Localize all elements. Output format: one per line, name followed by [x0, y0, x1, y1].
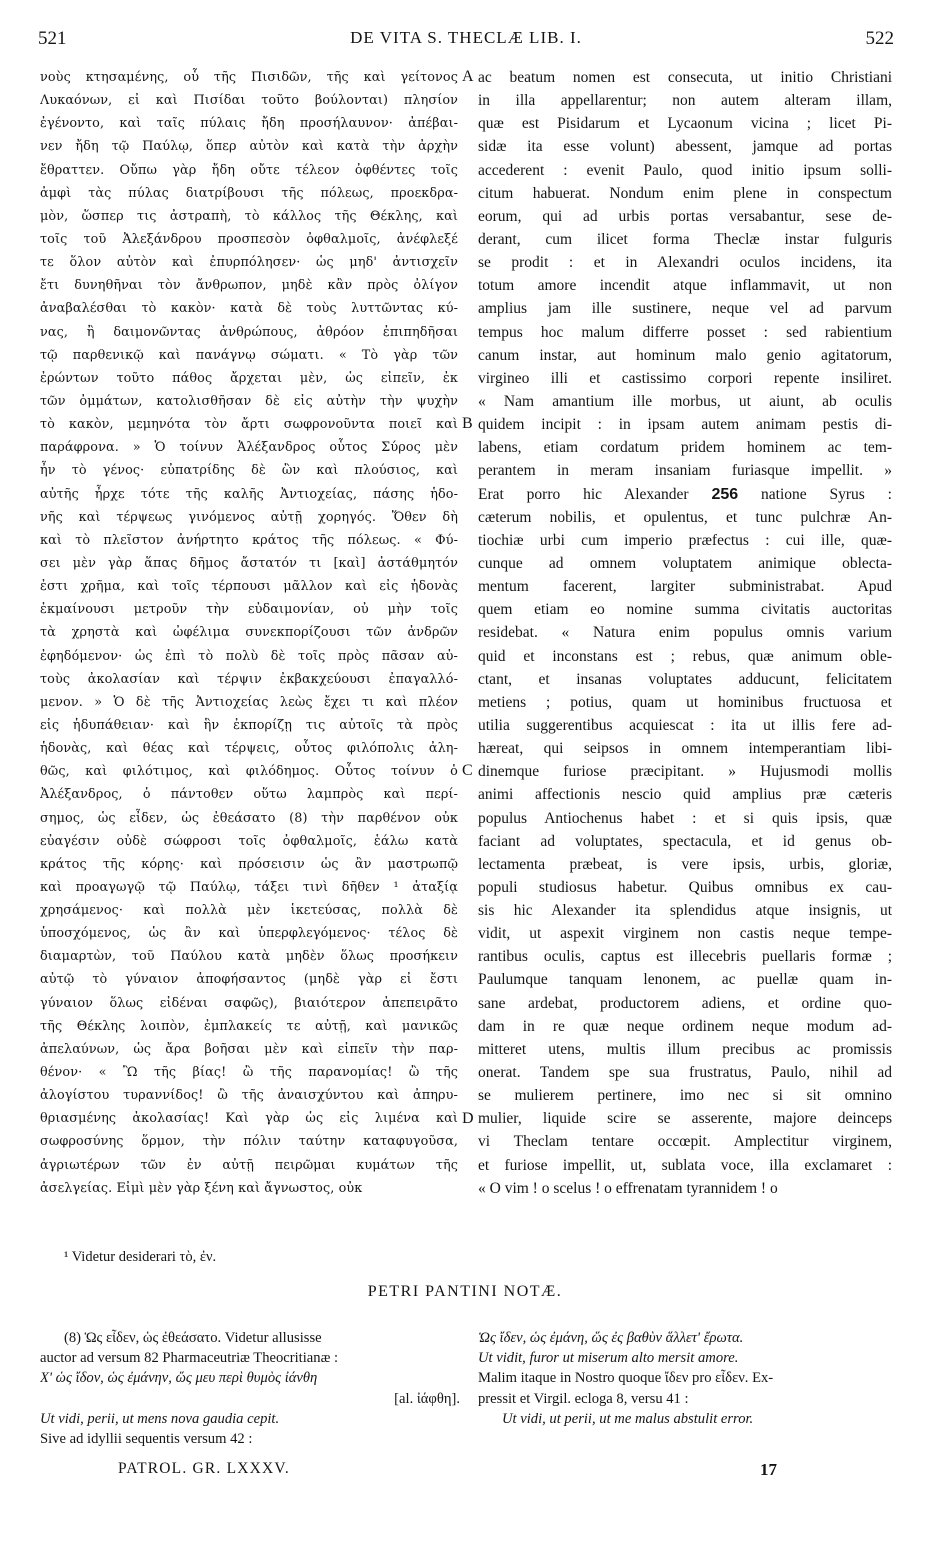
- greek-text-line: ἐκμαίνουσι μετροῦν τὴν εὐδαιμονίαν, οὐ μὴν τοῖς: [40, 602, 458, 618]
- greek-text-line: τοῖς τοῦ Ἀλεξάνδρου προσπεσὸν ὀφθαλμοῖς, ἀνέφλεξέ: [40, 231, 458, 247]
- latin-text-line: cunque ad omnem voluptatem animique oblecta-: [478, 554, 892, 572]
- latin-text-line: amplius jam ille sustinere, neque vel ad parvum: [478, 300, 892, 318]
- latin-text-column: [478, 66, 892, 1200]
- margin-letter-a: A: [462, 68, 474, 85]
- greek-text-line: ἔτι δυνηθῆναι τὸν ἄνθρωπον, μηδὲ κἂν πρὸς ὀλίγον: [40, 278, 458, 294]
- greek-text-column: [40, 66, 458, 1200]
- greek-text-line: αὐτῆς ἦρχε τότε τῆς καλῆς Ἀντιοχείας, πάσης ἡδο-: [40, 486, 458, 502]
- greek-text-line: ἐρώντων τοῦτο πάθος ἄρχεται μὲν, ὡς εἰπεῖν, ἐκ: [40, 370, 458, 386]
- greek-text-line: τὸ κακὸν, μεμηνότα τὸν ἄρτι σωφρονοῦντα ποιεῖ καὶ: [40, 417, 458, 433]
- greek-text-line: νας, ἢ δαιμονῶντας ἀνθρώπους, ἀθρόον ἐπιπηδῆσαι: [40, 324, 458, 340]
- latin-text-line: rantibus oculis, captus est illecebris puellaris formæ ;: [478, 948, 892, 966]
- greek-text-line: καὶ προαγωγῷ τῷ Παύλῳ, τάξει τινὶ δῆθεν ¹ ἀταξίᾳ: [40, 879, 458, 895]
- latin-text-line: vi Theclam tentare occœpit. Amplectitur virginem,: [478, 1133, 892, 1151]
- greek-text-line: νεν ἤδη τῷ Παύλῳ, ὅπερ αὐτὸν καὶ κατὰ τὴν ἀρχὴν: [40, 139, 458, 155]
- latin-text-line: populus Antiochenus habet : et si quis ipsis, quæ: [478, 809, 892, 827]
- column-marker: 256: [711, 485, 739, 503]
- latin-text-line: quæ est Pisidarum et Lycaonum vicina ; licet Pi-: [478, 115, 892, 133]
- greek-text-line: ἀναβαλέσθαι τὸ κακὸν· κατὰ δὲ τοὺς λυττῶντας κύ-: [40, 301, 458, 317]
- running-title: DE VITA S. THECLÆ LIB. I.: [350, 28, 582, 47]
- greek-text-line: θένον· « Ὢ τῆς βίας! ὢ τῆς παρανομίας! ὢ τῆς: [40, 1065, 458, 1081]
- latin-text-line: ac beatum nomen est consecuta, ut initio Christiani: [478, 69, 892, 86]
- latin-text-line: labens, etiam cordatum pridem hominem ac tem-: [478, 439, 892, 457]
- greek-text-line: νοὺς κτησαμένης, οὗ τῆς Πισιδῶν, τῆς καὶ γείτονος: [40, 70, 458, 85]
- greek-text-line: ἀγριωτέρων τῶν ἐν αὐτῇ πειρῶμαι κυμάτων τῆς: [40, 1157, 458, 1173]
- greek-text-line: τοὺς ἀκολασίαν καὶ τέρψιν ἐκβακχεύουσι ἐπαγαλλό-: [40, 671, 458, 687]
- latin-text-line: sane ardebat, productorem adiens, et ordine quo-: [478, 994, 892, 1012]
- greek-text-line: ἐγένοντο, καὶ ταῖς πύλαις ἤδη προσήλαυνον· ἀπέβαι-: [40, 116, 458, 132]
- latin-text-line: populi studiosus habetur. Quibus omnibus ex cau-: [478, 878, 892, 896]
- notes-title: PETRI PANTINI NOTÆ.: [367, 1283, 563, 1300]
- footer-volume: PATROL. GR. LXXXV.: [118, 1460, 290, 1477]
- latin-text-line: et furiose impellit, ut, sublata voce, illa exclamaret :: [478, 1156, 892, 1174]
- greek-text-line: τῶν ὀμμάτων, κατολισθῆσαν δὲ εἰς αὐτὴν τὴν ψυχὴν: [40, 393, 458, 409]
- latin-text-line: se prodit : et in Alexandri oculos incidens, ita: [478, 254, 892, 272]
- note-line: Sive ad idyllii sequentis versum 42 :: [40, 1430, 253, 1447]
- greek-text-line: τὰ χρηστὰ καὶ ὠφέλιμα συνεκπορίζουσι τῶν ἀνδρῶν: [40, 625, 458, 641]
- note-line: Ut vidi, perii, ut mens nova gaudia cepit.: [40, 1410, 280, 1427]
- latin-text-line: faciant ad voluptates, spectacula, et id genus ob-: [478, 832, 892, 850]
- greek-text-line: γύναιον ὅλως εἰδέναι σαφῶς), βιαιότερον ἀπεπειρᾶτο: [40, 995, 458, 1011]
- footnote: ¹ Videtur desiderari τὸ, ἐν.: [64, 1249, 217, 1265]
- latin-text-line: tempus hoc malum differre posset : sed rabientium: [478, 323, 892, 341]
- notes-right-column: [478, 1328, 892, 1429]
- latin-text-line: citum habuerat. Nondum enim plene in conspectum: [478, 184, 892, 202]
- note-line: Ut vidi, ut perii, ut me malus abstulit error.: [502, 1410, 754, 1427]
- greek-text-line: ἀλογίστου τυραννίδος! ὢ τῆς ἀναισχύντου καὶ ἀπηρυ-: [40, 1088, 458, 1104]
- greek-text-line: χρησάμενος· καὶ πολλὰ μὲν ἱκετεύσας, πολλὰ δὲ: [40, 903, 458, 919]
- latin-text-line: Paulumque tanquam lenonem, ac puellæ quam in-: [478, 971, 892, 989]
- greek-text-line: τε ὅλον αὐτὸν καὶ ἐπυρπόλησεν· ὡς μηδ' ἀντισχεῖν: [40, 255, 458, 271]
- greek-text-line: παράφρονα. » Ὁ τοίνυν Ἀλέξανδρος οὗτος Σύρος μὲν: [40, 440, 458, 456]
- greek-text-line: κράτος τῆς κόρης· καὶ πρόσεισιν ὡς ἂν μαστρωπῷ: [40, 856, 458, 872]
- margin-letter-d: D: [462, 1110, 474, 1127]
- page-number-right: 522: [865, 28, 894, 49]
- greek-text-line: καὶ τὸ πλεῖστον ἀνήρτητο κράτος τῆς πόλεως. « Φύ-: [40, 532, 458, 548]
- latin-text-line: onerat. Tandem spe sua frustratus, Paulo, nihil ad: [478, 1064, 892, 1082]
- greek-text-line: ἡδονὰς, καὶ θέας καὶ τέρψεις, οὗτος φιλόπολις ἀλη-: [40, 741, 458, 757]
- greek-text-line: ἐφηδόμενον· ὡς ἐπὶ τὸ πολὺ δὲ τοῖς πρὸς πᾶσαν αὐ-: [40, 648, 458, 664]
- latin-text-line: ctant, et insanas voluptates adducunt, felicitatem: [478, 670, 892, 688]
- greek-text-line: Λυκαόνων, εἰ καὶ Πισίδαι τοῦτο βούλονται) πλησίον: [40, 93, 458, 109]
- latin-text-line: utilia suggerentibus acquiescat : ita ut illis fere ad-: [478, 716, 892, 734]
- greek-text-line: ἀπελαύνων, ὡς ἄρα βοῆσαι μὲν καὶ εἰπεῖν τὴν παρ-: [40, 1041, 458, 1057]
- latin-text-line: in illa appellarentur; non autem alteram illam,: [478, 92, 892, 110]
- greek-text-line: ἀμφὶ τὰς πύλας διατρίβουσι τῆς πόλεως, προεκδρα-: [40, 185, 458, 201]
- greek-text-line: εὐαγέσιν οὐδὲ σώφροσι τοῖς ὀφθαλμοῖς, ἑάλω κατὰ: [40, 833, 458, 849]
- latin-text-line: eorum, qui ad urbis portas versabantur, sese de-: [478, 207, 892, 225]
- latin-text-line: « Nam amantium ille morbus, ut aiunt, ab oculis: [478, 392, 892, 410]
- note-line: pressit et Virgil. ecloga 8, versu 41 :: [478, 1390, 689, 1407]
- latin-text-line: quidem incipit : in ipsam autem animam pestis di-: [478, 416, 892, 434]
- greek-text-line: μὸν, ὥσπερ τις ἀστραπὴ, τὸ κάλλος τῆς Θέκλης, καὶ: [40, 208, 458, 224]
- greek-text-line: μενον. » Ὁ δὲ τῆς Ἀντιοχείας λεὼς ἔχει τι καὶ πλέον: [40, 694, 458, 710]
- latin-text-line: dinemque furiose præcipitant. » Hujusmodi mollis: [478, 763, 892, 781]
- note-line: Malim itaque in Nostro quoque ἴδεν pro εἶδεν. Ex-: [478, 1370, 774, 1387]
- greek-text-line: σει μὲν γὰρ ἅπας δῆμος ἄστατόν τι [καὶ] ἀστάθμητόν: [40, 555, 458, 571]
- note-line: Ὡς ἴδεν, ὡς ἐμάνη, ὥς ἐς βαθὺν ἅλλετ' ἔρωτα.: [478, 1330, 744, 1346]
- latin-text-line: tiochiæ urbi cum imperio præfectus : cui ille, quæ-: [478, 531, 892, 549]
- greek-text-line: ἀσελγείας. Εἰμὶ μὲν γὰρ ξένη καὶ ἄγνωστος, οὐκ: [40, 1180, 363, 1196]
- latin-text-line: residebat. « Natura enim populus omnis varium: [478, 624, 892, 642]
- note-line: auctor ad versum 82 Pharmaceutriæ Theocritianæ :: [40, 1350, 339, 1367]
- notes-left-column: [40, 1328, 460, 1449]
- latin-text-line: Erat porro hic Alexander 256 natione Syrus :: [478, 485, 892, 503]
- greek-text-line: ἔθραττεν. Οὔπω γὰρ ἤδη οὔτε τέλεον ὀφθέντες τοῖς: [40, 162, 458, 178]
- latin-text-line: quid et inconstans est ; rebus, quæ animum oble-: [478, 647, 892, 665]
- greek-text-line: αὐτῷ τὸ γύναιον ἀποφήσαντος (μηδὲ γὰρ εἰ ἔστι: [40, 972, 458, 988]
- greek-text-line: ἐστι χρῆμα, καὶ τοῖς τέρπουσι μᾶλλον καὶ εἰς ἡδονὰς: [40, 579, 458, 595]
- greek-text-line: θῶς, καὶ φιλότιμος, καὶ φιλόδημος. Οὗτος τοίνυν ὁ: [40, 764, 458, 780]
- latin-text-line: dam in re quæ neque ordinem neque modum ad-: [478, 1017, 892, 1035]
- greek-text-line: διαμαρτὼν, τοῦ Παύλου κατὰ μηδὲν ὅλως προσήκειν: [40, 949, 458, 965]
- greek-text-line: Ἀλέξανδρος, ὁ πάντοθεν οὕτω λαμπρὸς καὶ περί-: [40, 787, 458, 803]
- footer-signature: 17: [760, 1460, 777, 1479]
- note-line: Χ' ὡς ἴδον, ὡς ἐμάνην, ὥς μευ περὶ θυμὸς ἰάνθη: [40, 1370, 318, 1387]
- latin-text-line: canum instar, aut hominum malo genio agitatorum,: [478, 346, 892, 364]
- latin-text-line: « O vim ! o scelus ! o effrenatam tyrannidem ! o: [478, 1179, 778, 1197]
- greek-text-line: τῷ παρθενικῷ καὶ πανάγνῳ σώματι. « Τὸ γὰρ τῶν: [40, 347, 458, 363]
- greek-text-line: ὑποσχόμενος, ὡς ἂν καὶ ὑπερφλεγόμενος· τέλος δὲ: [40, 926, 458, 942]
- latin-text-line: cæterum nobilis, et opulentus, et tunc pulchræ An-: [478, 508, 892, 526]
- latin-text-line: mentum facerent, largiter subministrabat. Apud: [478, 578, 892, 596]
- latin-text-line: mitteret utens, multis illum precibus ac promissis: [478, 1040, 892, 1058]
- greek-text-line: σημος, ὡς εἶδεν, ὡς ἐθεάσατο (8) τὴν παρθένον οὐκ: [40, 810, 458, 826]
- greek-text-line: ἦν τὸ γένος· εὐπατρίδης δὲ ὢν καὶ πλούσιος, καὶ: [40, 463, 458, 479]
- latin-text-line: accederent : evenit Paulo, quod initio ipsum solli-: [478, 161, 892, 179]
- latin-text-line: quem etiam eo nomine summa civitatis auctoritas: [478, 601, 892, 619]
- margin-letter-b: B: [462, 415, 473, 432]
- greek-text-line: σωφροσύνης ὅρμον, τὴν πόλιν ταύτην καταφυγοῦσα,: [40, 1134, 458, 1150]
- note-line: [al. ἰάφθη].: [394, 1390, 460, 1407]
- latin-text-line: totum amore incendit atque inflammavit, ut non: [478, 277, 892, 295]
- greek-text-line: τῆς Θέκλης λοιπὸν, ἐμπλακείς τε αὐτῇ, καὶ μανικῶς: [40, 1018, 458, 1034]
- running-header: [38, 28, 894, 58]
- latin-text-line: se mulierem pertinere, imo nec si sit omnino: [478, 1087, 892, 1105]
- latin-text-line: sis hic Alexander ita splendidus atque insignis, ut: [478, 902, 892, 920]
- latin-text-line: derant, cum ilicet forma Theclæ instar fulguris: [478, 230, 892, 248]
- note-line: Ut vidit, furor ut miserum alto mersit amore.: [478, 1350, 739, 1367]
- greek-text-line: νῆς καὶ τέρψεως γινόμενος αὐτῇ χορηγός. Ὅθεν δὴ: [40, 509, 458, 525]
- latin-text-line: mulier, liquide scire se asserente, majore deinceps: [478, 1110, 892, 1128]
- latin-text-line: perantem in meram insaniam furiasque impellit. »: [478, 462, 892, 480]
- greek-text-line: εἰς ἡδυπάθειαν· καὶ ἣν ἐκπορίζῃ τις αὐτοῖς τὰ πρὸς: [40, 717, 458, 733]
- page-number-left: 521: [38, 28, 67, 49]
- latin-text-line: vidit, ut aspexit virginem non castis neque tempe-: [478, 925, 892, 943]
- latin-text-line: metiens ; potius, quam ut hominibus fructuosa et: [478, 693, 892, 711]
- latin-text-line: sidæ ita esse volunt) abessent, jamque ad portas: [478, 138, 892, 156]
- note-line: (8) Ὡς εἶδεν, ὡς ἐθεάσατο. Videtur allusisse: [64, 1330, 322, 1346]
- greek-text-line: θριασμένης ἀκολασίας! Καὶ γὰρ ὡς εἰς λιμένα καὶ: [40, 1111, 458, 1127]
- latin-text-line: lectamenta præbeat, is vere ipsis, urbis, gloriæ,: [478, 855, 892, 873]
- latin-text-line: animi affectionis nescio quid amplius præ cæteris: [478, 786, 892, 804]
- margin-letter-c: C: [462, 762, 473, 779]
- latin-text-line: virgineo illi et castissimo corpori repente insiliret.: [478, 369, 892, 387]
- latin-text-line: hæreat, qui seipsos in omnem intemperantiam libi-: [478, 740, 892, 758]
